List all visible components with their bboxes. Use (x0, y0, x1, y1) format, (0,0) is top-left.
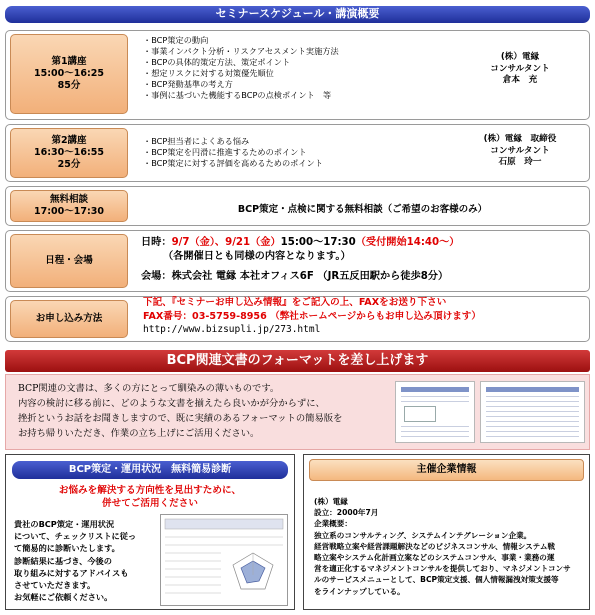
session1-topics (143, 35, 473, 101)
session2-time: 16:30～16:55 (34, 147, 104, 158)
format-thumbnail (480, 381, 585, 443)
schedule-title: セミナースケジュール・講演概要 (215, 7, 380, 20)
checklist-radar-icon (161, 515, 287, 605)
diagnosis-line: 貴社のBCP策定・運用状況 (14, 519, 115, 529)
organizer-company: (株）電縁 (314, 497, 348, 506)
organizer-details (314, 496, 588, 597)
topic: ・事業インパクト分析・リスクアセスメント実施方法 (143, 46, 339, 56)
overview-line: 略立案やシステム化計画立案などのシステムコンサル、事業・業務の運 (314, 553, 555, 563)
checklist-thumbnail (160, 514, 288, 606)
formats-line: 挫折というお話をお聞きしますので、既に実績のあるフォーマットの簡易版を (18, 413, 343, 424)
schedule-title-bar (5, 6, 590, 23)
overview-line: 営を適正化するマネジメントコンサルを提供しており、マネジメントコンサ (314, 564, 571, 574)
formats-text (18, 381, 398, 441)
overview-line: 独立系のコンサルティング、システムインテグレーション企業。 (314, 530, 532, 540)
formats-title: BCP関連文書のフォーマットを差し上げます (166, 353, 429, 368)
apply-fax: FAX番号：03-5759-8956 （弊社ホームページからもお申し込み頂けます） (143, 310, 481, 322)
venue-name: 日程・会場 (45, 255, 93, 266)
formats-title-bar (5, 350, 590, 372)
session1-speaker (455, 52, 585, 87)
speaker-company: (株）電縁 (500, 52, 540, 62)
diagnosis-title-bar (12, 461, 288, 479)
topic: ・BCP発動基準の考え方 (143, 79, 233, 89)
apply-instruction: 下記、『セミナーお申し込み情報』をご記入の上、FAXをお送り下さい (143, 297, 447, 308)
diagnosis-title: BCP策定・運用状況 無料簡易診断 (68, 464, 232, 475)
topic: ・BCPの具体的策定方法、策定ポイント (143, 57, 291, 67)
topic: ・BCP策定の動向 (143, 35, 209, 45)
organizer-founded: 設立：2000年7月 (314, 508, 379, 518)
session1-label (10, 34, 128, 114)
consult-name: 無料相談 (49, 194, 88, 205)
session2-speaker (455, 134, 585, 169)
speaker-company: (株）電縁 取締役 (483, 134, 557, 144)
formats-line: BCP関連の文書は、多くの方にとって馴染みの薄いものです。 (18, 383, 280, 394)
apply-name: お申し込み方法 (35, 313, 103, 324)
diagnosis-line: 診断結果に基づき、今後の (14, 555, 112, 566)
diagnosis-line: 取り組みに対するアドバイスも (14, 567, 129, 578)
diagnosis-line: させていただきます。 (14, 580, 96, 591)
overview-line: 経営戦略立案や経営課題解決などのビジネスコンサル、情報システム戦 (314, 541, 556, 551)
session1-name: 第1講座 (51, 56, 87, 67)
venue-details (141, 236, 591, 284)
event-hours: 15:00～17:30 (280, 237, 356, 248)
session2-topics (143, 136, 473, 169)
formats-line: 内容の検討に移る前に、どのような文書を揃えたら良いかが分からずに、 (18, 398, 325, 409)
topic: ・BCP策定に対する評価を高めるためのポイント (143, 158, 323, 168)
consult-time: 17:00～17:30 (34, 206, 104, 217)
apply-details (143, 296, 588, 337)
apply-url-link[interactable]: http://www.bizsupli.jp/273.html (143, 324, 321, 335)
speaker-title: コンサルタント (490, 145, 550, 156)
organizer-title: 主催企業情報 (416, 464, 477, 475)
topic: ・事例に基づいた機能するBCPの点検ポイント 等 (143, 90, 332, 100)
reception-time: （受付開始14:40～） (355, 237, 460, 248)
venue-place: 株式会社 電縁 本社オフィス6F （JR五反田駅から徒歩8分） (171, 271, 449, 282)
topic: ・BCP担当者によくある悩み (143, 136, 250, 146)
diagnosis-headline (10, 484, 290, 510)
topic: ・BCP策定を円滑に推進するためのポイント (143, 147, 307, 157)
session2-name: 第2講座 (51, 135, 87, 146)
diagnosis-line: について、チェックリストに従っ (14, 531, 137, 542)
diagnosis-headline-line: 併せてご活用ください (102, 498, 198, 509)
overview-line: をラインナップしている。 (314, 586, 405, 596)
speaker-name: 石原 玲一 (498, 157, 542, 167)
date-label: 日時： (141, 237, 172, 248)
session1-duration: 85分 (57, 80, 81, 91)
diagnosis-headline-line: お悩みを解決する方向性を見出すために、 (58, 485, 242, 496)
overview-line: ルのサービスメニューとして、BCP策定支援、個人情報漏洩対策支援等 (314, 575, 559, 585)
organizer-title-bar (309, 459, 584, 481)
speaker-title: コンサルタント (490, 63, 550, 74)
apply-label (10, 300, 128, 338)
venue-label (10, 234, 128, 288)
format-thumbnail (395, 381, 475, 443)
diagnosis-body (14, 518, 149, 603)
topic: ・想定リスクに対する対策優先順位 (143, 68, 274, 78)
session1-time: 15:00～16:25 (34, 68, 104, 79)
event-dates: 9/7（金）、9/21（金） (171, 237, 281, 248)
place-label: 会場： (141, 271, 172, 282)
consult-label (10, 190, 128, 222)
formats-line: お持ち帰りいただき、作業の立ち上げにご活用ください。 (18, 428, 260, 439)
consult-text: BCP策定・点検に関する無料相談（ご希望のお客様のみ） (237, 204, 488, 215)
organizer-overview-label: 企業概要： (314, 519, 352, 529)
diagnosis-line: て簡易的に診断いたします。 (14, 543, 120, 554)
venue-note: （各開催日とも同様の内容となります。） (163, 251, 351, 262)
session2-label (10, 128, 128, 178)
session2-duration: 25分 (57, 159, 81, 170)
diagnosis-line: お気軽にご依頼ください。 (14, 592, 113, 603)
speaker-name: 倉本 充 (502, 75, 538, 85)
